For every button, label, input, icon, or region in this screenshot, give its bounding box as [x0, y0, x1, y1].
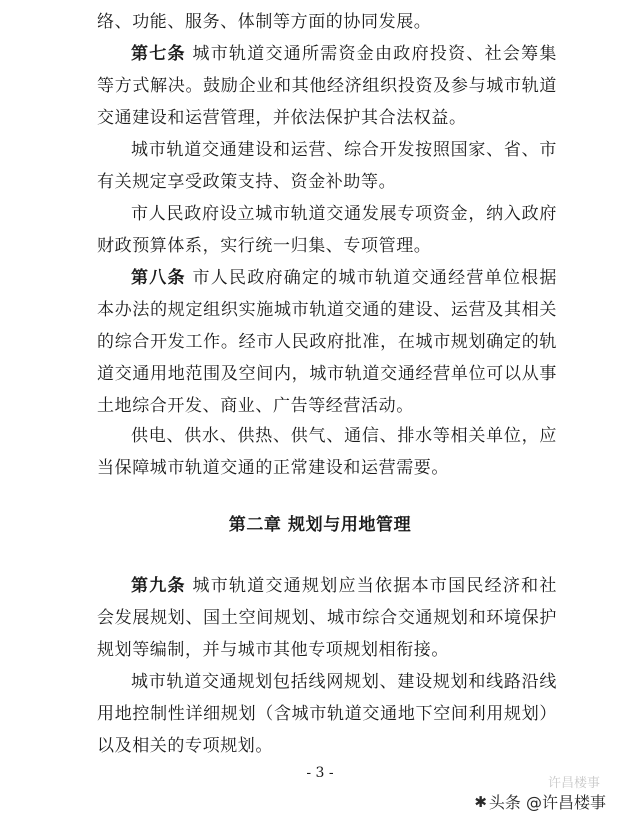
- paragraph: [97, 198, 557, 262]
- article-number: 第八条: [131, 268, 186, 288]
- paragraph-text: 城市轨道交通规划应当依据本市国民经济和社会发展规划、国土空间规划、城市综合交通规划和环境保护规划等编制，并与城市其他专项规划相衔接。: [97, 576, 557, 660]
- article-8: [97, 262, 557, 422]
- chapter-heading: 第二章 规划与用地管理: [228, 515, 412, 535]
- watermark-icon: ✱: [474, 792, 487, 811]
- paragraph-text: 城市轨道交通规划包括线网规划、建设规划和线路沿线用地控制性详细规划（含城市轨道交通地下空间利用规划）以及相关的专项规划。: [97, 672, 557, 756]
- article-7: [97, 38, 557, 134]
- paragraph-text: 市人民政府确定的城市轨道交通经营单位根据本办法的规定组织实施城市轨道交通的建设、运营及其相关的综合开发工作。经市人民政府批准，在城市规划确定的轨道交通用地范围及空间内，城市轨道交通经营单位可以从事土地综合开发、商业、广告等经营活动。: [97, 268, 557, 416]
- paragraph-continuation: [97, 6, 557, 38]
- paragraph-text: 城市轨道交通建设和运营、综合开发按照国家、省、市有关规定享受政策支持、资金补助等。: [97, 140, 557, 192]
- paragraph-text: 供电、供水、供热、供气、通信、排水等相关单位，应当保障城市轨道交通的正常建设和运营需要。: [97, 426, 557, 478]
- page-number: - 3 -: [306, 765, 334, 781]
- paragraph-text: 市人民政府设立城市轨道交通发展专项资金，纳入政府财政预算体系，实行统一归集、专项管理。: [97, 204, 557, 256]
- article-number: 第九条: [131, 576, 186, 596]
- watermark: [474, 776, 606, 813]
- article-number: 第七条: [131, 44, 186, 64]
- paragraph-text: 城市轨道交通所需资金由政府投资、社会筹集等方式解决。鼓励企业和其他经济组织投资及参与城市轨道交通建设和运营管理，并依法保护其合法权益。: [97, 44, 557, 128]
- paragraph-text: 络、功能、服务、体制等方面的协同发展。: [97, 12, 432, 32]
- paragraph: [97, 666, 557, 762]
- paragraph: [97, 134, 557, 198]
- watermark-label: 头条 @许昌楼事: [488, 793, 606, 812]
- paragraph: [97, 420, 557, 484]
- watermark-ghost-text: 许昌楼事: [547, 776, 600, 791]
- article-9: [97, 570, 557, 666]
